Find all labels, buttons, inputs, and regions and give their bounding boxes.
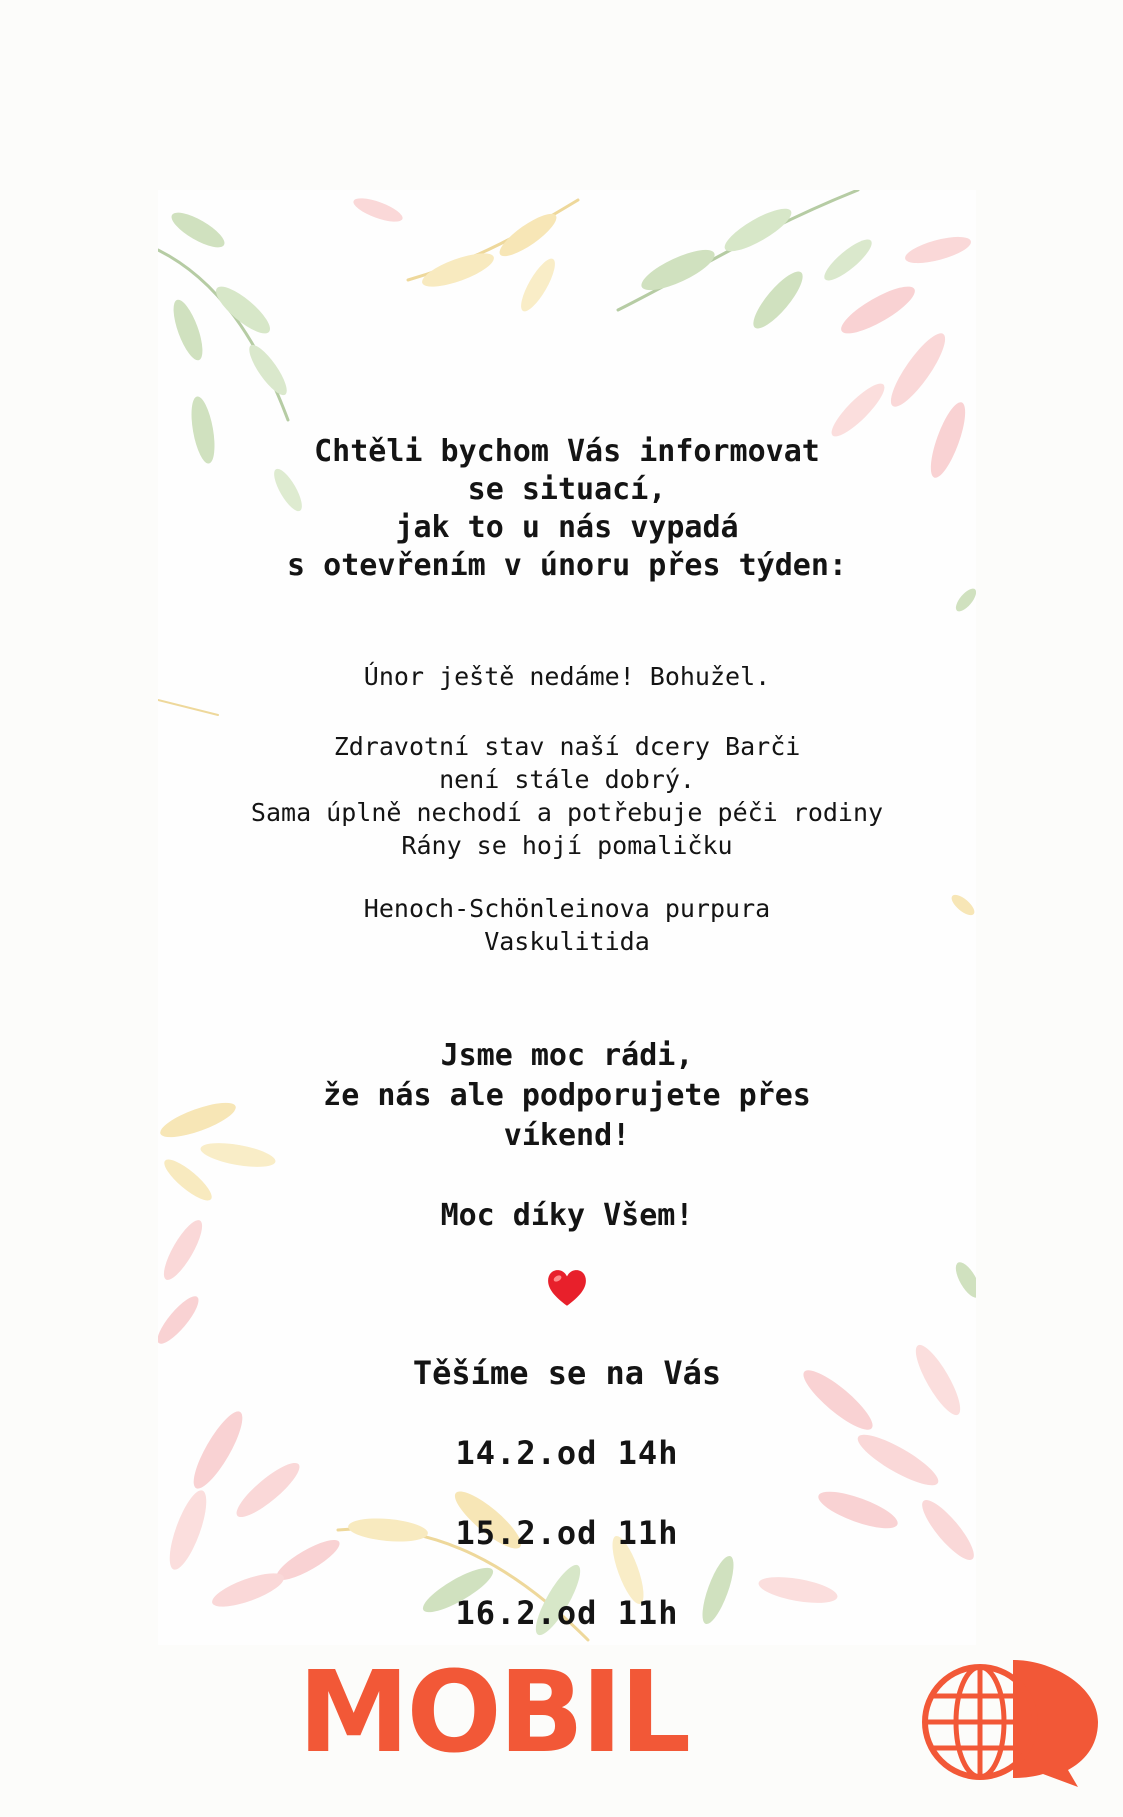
brand-logo: MOBIL (298, 1648, 689, 1778)
story-card (158, 190, 976, 1645)
closed-notice: Únor ještě nedáme! Bohužel. (363, 662, 771, 691)
closing-text: Těšíme se na Vás (412, 1354, 722, 1392)
health-update: Zdravotní stav naší dcery Barči není stále dobrý. Sama úplně nechodí a potřebuje péči rodiny Rány se hojí pomaličku (250, 732, 884, 860)
date-item: 16.2.od 11h (455, 1594, 679, 1632)
heart-icon (546, 1268, 588, 1310)
date-item: 14.2.od 14h (455, 1434, 679, 1472)
diagnosis-text: Henoch-Schönleinova purpura Vaskulitida (363, 894, 771, 956)
intro-text: Chtěli bychom Vás informovat se situací, jak to u nás vypadá s otevřením v únoru přes týden: (287, 434, 847, 583)
support-thanks: Jsme moc rádi, že nás ale podporujete přes víkend! (323, 1038, 811, 1153)
dates-list (158, 1393, 976, 1645)
thanks-all: Moc díky Všem! (440, 1198, 694, 1233)
globe-chat-icon (918, 1652, 1098, 1787)
date-item: 15.2.od 11h (455, 1514, 679, 1552)
